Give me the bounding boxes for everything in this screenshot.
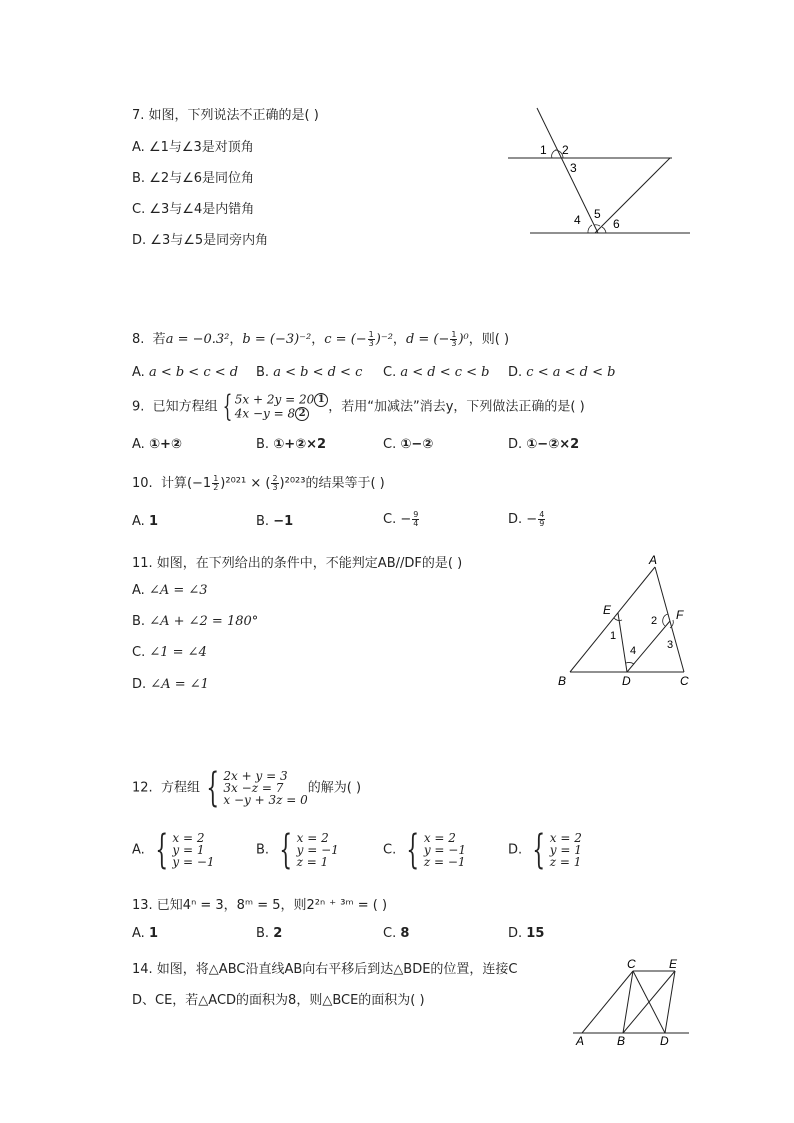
q12-option-a: A. { x = 2 y = 1 y = −1 [132,827,215,873]
q11-label-f: F [676,608,684,622]
q13-option-a: A. 1 [132,926,158,941]
q7-label-6: 6 [613,217,620,231]
q14-label-d: D [660,1034,669,1048]
q9-option-c: C. ①−② [383,437,434,452]
q13-option-d: D. 15 [508,926,545,941]
q14-label-c: C [627,957,636,971]
q8-option-d: D. c < a < d < b [508,365,616,380]
q7-label-5: 5 [594,207,601,221]
q13-option-c: C. 8 [383,926,410,941]
q7-label-1: 1 [540,143,547,157]
q7-label-4: 4 [574,213,581,227]
q12-stem: 12. 方程组 { 2x + y = 3 3x −z = 7 x −y + 3z = 0的解为( ) [132,765,362,811]
q11-label-e: E [603,603,612,617]
q9-option-a: A. ①+② [132,437,182,452]
q11-label-d: D [622,674,631,688]
q14-stem-line2: D、CE，若△ACD的面积为8，则△BCE的面积为( ) [132,993,425,1008]
q11-label-1: 1 [610,630,617,642]
q8-stem: 8. 若a = −0.3²，b = (−3)⁻²，c = (− $\frac{1}{3}$ )⁻²，d = (− $\frac{1}{3}$ )⁰，则( ) [132,330,510,348]
q11-label-c: C [680,674,689,688]
q14-label-a: A [576,1034,585,1048]
q7-label-2: 2 [562,143,569,157]
q11-stem: 11. 如图，在下列给出的条件中，不能判定AB//DF的是( ) [132,556,463,571]
q12-option-b: B. { x = 2 y = −1 z = 1 [256,827,339,873]
q11-option-a: A. ∠A = ∠3 [132,583,208,598]
q7-option-b: B. ∠2与∠6是同位角 [132,171,255,186]
q8-option-b: B. a < b < d < c [256,365,363,380]
q7-option-d: D. ∠3与∠5是同旁内角 [132,233,269,248]
q12-option-d: D. { x = 2 y = 1 z = 1 [508,827,582,873]
q7-label-3: 3 [570,161,577,175]
q12-option-c: C. { x = 2 y = −1 z = −1 [383,827,466,873]
q7-option-a: A. ∠1与∠3是对顶角 [132,140,254,155]
q9-stem: 9. 已知方程组 { 5x + 2y = 20 1 4x −y = 8 2 ，若用“加减法”消去y，下列做法正确的是( ) [132,389,585,424]
q13-option-b: B. 2 [256,926,283,941]
q13-stem: 13. 已知4ⁿ = 3，8ᵐ = 5，则2²ⁿ ⁺ ³ᵐ = ( ) [132,898,388,913]
q11-label-b: B [558,674,567,688]
q14-stem-line1: 14. 如图，将△ABC沿直线AB向右平移后到达△BDE的位置，连接C [132,962,518,977]
q14-label-b: B [617,1034,626,1048]
q14-label-e: E [669,957,678,971]
q10-option-c: C. − $\frac{9}{4}$ [383,510,419,528]
q7-figure [500,100,700,245]
q8-option-a: A. a < b < c < d [132,365,239,380]
q11-label-a: A [649,553,658,567]
q11-label-4: 4 [630,645,637,657]
q7-stem: 7. 如图，下列说法不正确的是( ) [132,108,319,123]
q11-option-c: C. ∠1 = ∠4 [132,645,207,660]
q11-label-3: 3 [667,639,674,651]
q10-option-a: A. 1 [132,514,158,529]
q11-option-b: B. ∠A + ∠2 = 180° [132,614,259,629]
q11-figure [550,550,700,690]
q10-option-d: D. − $\frac{4}{9}$ [508,510,545,528]
q11-label-2: 2 [651,615,658,627]
q10-option-b: B. −1 [256,514,294,529]
q11-option-d: D. ∠A = ∠1 [132,677,209,692]
q9-option-d: D. ①−②×2 [508,437,580,452]
q9-option-b: B. ①+②×2 [256,437,327,452]
q8-option-c: C. a < d < c < b [383,365,490,380]
q7-option-c: C. ∠3与∠4是内错角 [132,202,255,217]
q14-figure [565,955,695,1050]
q10-stem: 10. 计算(−1 $\frac{1}{2}$ )²⁰²¹ × ( $\frac{2}{3}$ )²⁰²³的结果等于( ) [132,474,385,492]
